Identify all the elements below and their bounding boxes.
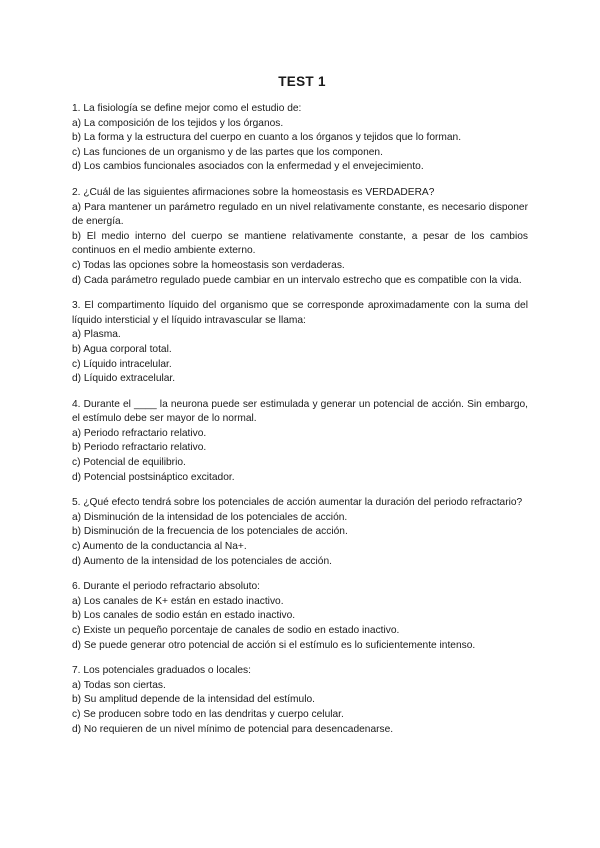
option-d: d) Aumento de la intensidad de los potenciales de acción. [72,555,332,567]
question-text: 5. ¿Qué efecto tendrá sobre los potenciales de acción aumentar la duración del periodo refractario? [72,497,523,509]
option-d: d) No requieren de un nivel mínimo de potencial para desencadenarse. [72,723,394,735]
question-7 [72,664,528,737]
question-4 [72,398,528,486]
option-a: a) Para mantener un parámetro regulado en un nivel relativamente constante, es necesario disponer de energía. [72,201,528,228]
option-c: c) Todas las opciones sobre la homeostasis son verdaderas. [72,259,345,271]
document-page [72,74,528,748]
question-3 [72,299,528,387]
option-b: b) Los canales de sodio están en estado inactivo. [72,610,296,622]
option-a: a) Plasma. [72,329,121,341]
question-text: 6. Durante el periodo refractario absoluto: [72,581,261,593]
option-c: c) Potencial de equilibrio. [72,457,186,469]
option-b: b) El medio interno del cuerpo se mantiene relativamente constante, a pesar de los cambios continuos en el medio ambiente externo. [72,230,528,257]
option-d: d) Líquido extracelular. [72,373,176,385]
option-c: c) Aumento de la conductancia al Na+. [72,541,247,553]
option-c: c) Las funciones de un organismo y de las partes que los componen. [72,146,383,158]
question-1 [72,102,528,175]
option-c: c) Líquido intracelular. [72,358,172,370]
option-d: d) Se puede generar otro potencial de acción si el estímulo es lo suficientemente intenso. [72,639,476,651]
question-text: 4. Durante el ____ la neurona puede ser estimulada y generar un potencial de acción. Sin embargo, el estímulo debe ser mayor de lo normal. [72,398,528,425]
option-a: a) Disminución de la intensidad de los potenciales de acción. [72,511,348,523]
option-d: d) Los cambios funcionales asociados con la enfermedad y el envejecimiento. [72,161,424,173]
question-text: 3. El compartimento líquido del organismo que se corresponde aproximadamente con la suma del líquido intersticial y el líquido intravascular se llama: [72,300,528,326]
question-2 [72,186,528,288]
option-a: a) Periodo refractario relativo. [72,427,207,439]
question-6 [72,580,528,653]
question-text: 7. Los potenciales graduados o locales: [72,665,251,677]
option-c: c) Existe un pequeño porcentaje de canales de sodio en estado inactivo. [72,625,400,636]
option-a: a) Todas son ciertas. [72,679,166,691]
question-text: 1. La fisiología se define mejor como el estudio de: [72,103,302,114]
question-text: 2. ¿Cuál de las siguientes afirmaciones sobre la homeostasis es VERDADERA? [72,186,435,198]
option-d: d) Cada parámetro regulado puede cambiar en un intervalo estrecho que es compatible con la vida. [72,274,522,286]
option-a: a) Los canales de K+ están en estado inactivo. [72,595,284,607]
option-b: b) La forma y la estructura del cuerpo en cuanto a los órganos y tejidos que lo forman. [72,132,462,144]
question-5 [72,496,528,569]
option-b: b) Periodo refractario relativo. [72,442,207,454]
page-title: TEST 1 [278,74,326,89]
option-d: d) Potencial postsináptico excitador. [72,471,235,483]
option-b: b) Disminución de la frecuencia de los potenciales de acción. [72,526,348,538]
option-b: b) Agua corporal total. [72,343,172,355]
option-a: a) La composición de los tejidos y los órganos. [72,117,284,129]
option-c: c) Se producen sobre todo en las dendritas y cuerpo celular. [72,708,344,720]
option-b: b) Su amplitud depende de la intensidad del estímulo. [72,694,315,706]
